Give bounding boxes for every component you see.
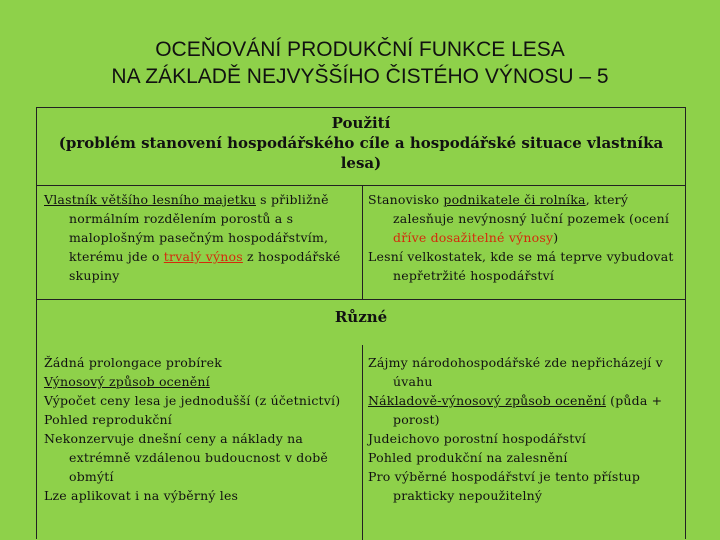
owner-paragraph: Vlastník většího lesního majetku s přibližně normálním rozdělením porostů a s maloplošným pasečným hospodářstvím, kterému jde o trvalý výnos z hospodářské skupiny	[44, 192, 341, 283]
divider-section-1-bottom	[36, 299, 686, 300]
list-item: Žádná prolongace probírek	[44, 355, 222, 370]
list-item: Pohled produkční na zalesnění	[368, 450, 568, 465]
cost-yield-phrase: Nákladově-výnosový způsob ocenění	[368, 393, 606, 408]
title-line-2: NA ZÁKLADĚ NEJVYŠŠÍHO ČISTÉHO VÝNOSU – 5	[111, 65, 609, 88]
divider-column-2	[362, 345, 363, 540]
list-item: Výnosový způsob ocenění	[44, 374, 210, 389]
divider-column-1	[362, 185, 363, 299]
list-item: Výpočet ceny lesa je jednodušší (z účetnictví)	[44, 393, 341, 408]
section-1-heading: Použití	[331, 114, 391, 132]
list-item: Pro výběrné hospodářství je tento přístup prakticky nepoužitelný	[368, 469, 641, 503]
section-1-right-cell	[368, 190, 678, 285]
list-item: Pohled reprodukční	[44, 412, 173, 427]
section-1-subheading: (problém stanovení hospodářského cíle a hospodářské situace vlastníka lesa)	[58, 134, 664, 172]
sustained-yield-phrase: trvalý výnos	[163, 249, 243, 264]
title-line-1: OCEŇOVÁNÍ PRODUKČNÍ FUNKCE LESA	[155, 38, 565, 61]
earlier-yields-phrase: dříve dosažitelné výnosy	[393, 230, 554, 245]
section-2-left-cell	[44, 353, 356, 505]
owner-phrase: Vlastník většího lesního majetku	[44, 192, 256, 207]
list-item: Nekonzervuje dnešní ceny a náklady na extrémně vzdálenou budoucnost v době obmýtí	[44, 431, 328, 484]
entrepreneur-phrase: podnikatele či rolníka	[443, 192, 586, 207]
list-item: Lze aplikovat i na výběrný les	[44, 488, 239, 503]
estate-paragraph: Lesní velkostatek, kde se má teprve vybudovat nepřetržité hospodářství	[368, 249, 674, 283]
list-item: Nákladově-výnosový způsob ocenění (půda + porost)	[368, 393, 663, 427]
list-item: Judeichovo porostní hospodářství	[368, 431, 586, 446]
section-1-left-cell	[44, 190, 350, 285]
entrepreneur-paragraph: Stanovisko podnikatele či rolníka, který zalesňuje nevýnosný luční pozemek (ocení dříve dosažitelné výnosy)	[368, 192, 670, 245]
section-2-heading: Různé	[334, 308, 388, 326]
slide-title	[0, 36, 720, 90]
list-item: Zájmy národohospodářské zde nepřicházejí v úvahu	[368, 355, 663, 389]
divider-heading-1	[36, 185, 686, 186]
section-1-header	[40, 113, 682, 173]
section-2-right-cell	[368, 353, 678, 505]
